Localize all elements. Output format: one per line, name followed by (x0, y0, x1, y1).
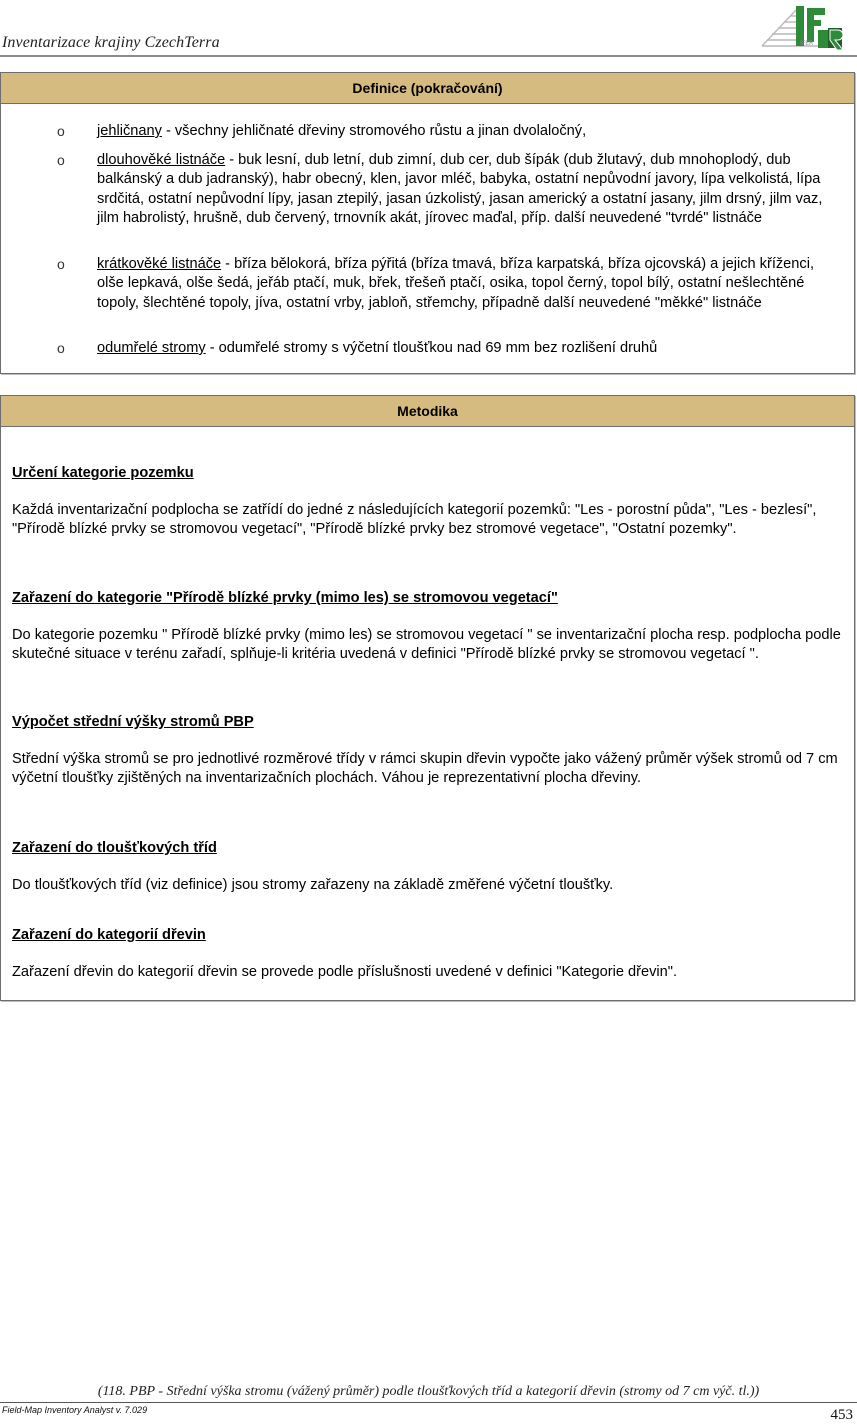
method-mean-height-calculation (12, 713, 842, 789)
footer-divider (0, 1402, 857, 1403)
bullet-icon: o (57, 152, 65, 168)
document-title: Inventarizace krajiny CzechTerra (2, 34, 220, 51)
header-divider (0, 55, 857, 57)
methodology-section-title: Metodika (1, 396, 854, 427)
method-nature-elements-category (12, 589, 842, 665)
method-heading: Určení kategorie pozemku (12, 465, 194, 481)
definition-text (97, 151, 842, 229)
method-paragraph: Zařazení dřevin do kategorií dřevin se provede podle příslušnosti uvedené v definici "Kategorie dřevin". (12, 964, 678, 980)
method-paragraph: Střední výška stromů se pro jednotlivé rozměrové třídy v rámci skupin dřevin vypočte jako vážený průměr výšek stromů od 7 cm výčetní tloušťky zjištěných na inventarizačních plochách. Váhou je reprezentativní plocha dřeviny. (12, 751, 838, 787)
definition-text (97, 255, 842, 313)
app-version-label: Field-Map Inventory Analyst v. 7.029 (2, 1405, 148, 1415)
ifer-logo-icon (760, 2, 854, 54)
definition-term: dlouhověké listnáče (97, 152, 226, 168)
method-tree-categories (12, 926, 842, 982)
bullet-icon: o (57, 256, 65, 272)
page-number: 453 (830, 1407, 853, 1423)
definition-text (97, 339, 842, 358)
table-caption: (118. PBP - Střední výška stromu (vážený průměr) podle tloušťkových tříd a kategorií dřevin (stromy od 7 cm výč. tl.)) (97, 1384, 760, 1399)
bullet-icon: o (57, 123, 65, 139)
definitions-section-title: Definice (pokračování) (1, 73, 854, 104)
methodology-section (0, 395, 855, 1001)
method-heading: Zařazení do kategorie "Přírodě blízké prvky (mimo les) se stromovou vegetací" (12, 590, 558, 606)
definition-term: krátkověké listnáče (97, 256, 222, 272)
method-heading: Zařazení do kategorií dřevin (12, 927, 206, 943)
method-diameter-classes (12, 839, 842, 895)
definition-description: - bříza bělokorá, bříza pýřitá (bříza tmavá, bříza karpatská, bříza ojcovská) a jejich kříženci, olše lepkavá, olše šedá, jeřáb ptačí, muk, břek, třešeň ptačí, osika, topol černý, topol bílý, ostatní nešlechtěné topoly, šlechtěné topoly, jíva, ostatní vrby, jabloň, střemchy, případně další neuvedené "měkké" listnáče (97, 256, 815, 311)
definition-description: - všechny jehličnaté dřeviny stromového růstu a jinan dvolaločný, (161, 123, 587, 139)
definition-description: - odumřelé stromy s výčetní tloušťkou nad 69 mm bez rozlišení druhů (205, 340, 658, 356)
method-paragraph: Do kategorie pozemku " Přírodě blízké prvky (mimo les) se stromovou vegetací " se inventarizační plocha resp. podplocha podle skutečné situace v terénu zařadí, splňuje-li kritéria uvedená v definici "Přírodě blízké prvky se stromovou vegetací ". (12, 627, 841, 663)
definition-text (97, 122, 842, 141)
method-heading: Výpočet střední výšky stromů PBP (12, 714, 254, 730)
definition-term: odumřelé stromy (97, 340, 206, 356)
method-paragraph: Do tloušťkových tříd (viz definice) jsou stromy zařazeny na základě změřené výčetní tloušťky. (12, 877, 614, 893)
definitions-section (0, 72, 855, 374)
page-header (0, 0, 857, 57)
definition-description: - buk lesní, dub letní, dub zimní, dub cer, dub šípák (dub žlutavý, dub mnohoplodý, dub balkánský a dub jadranský), habr obecný, klen, javor mléč, babyka, ostatní nepůvodní javory, lípa velkolistá, lípa srdčitá, ostatní nepůvodní lípy, jasan ztepilý, jasan úzkolistý, jasan americký a ostatní jasany, jilm drsný, jilm vaz, jilm habrolistý, hrušně, dub červený, trnovník akát, jírovec maďal, příp. další neuvedené "tvrdé" listnáče (97, 152, 823, 227)
method-land-category (12, 464, 842, 540)
definition-term: jehličnany (97, 123, 162, 139)
bullet-icon: o (57, 340, 65, 356)
svg-text:IFER: IFER (800, 40, 814, 47)
method-heading: Zařazení do tloušťkových tříd (12, 840, 217, 856)
method-paragraph: Každá inventarizační podplocha se zatřídí do jedné z následujících kategorií pozemků: "Les - porostní půda", "Les - bezlesí", "Přírodě blízké prvky se stromovou vegetací", "Přírodě blízké prvky bez stromové vegetace", "Ostatní pozemky". (12, 502, 817, 538)
